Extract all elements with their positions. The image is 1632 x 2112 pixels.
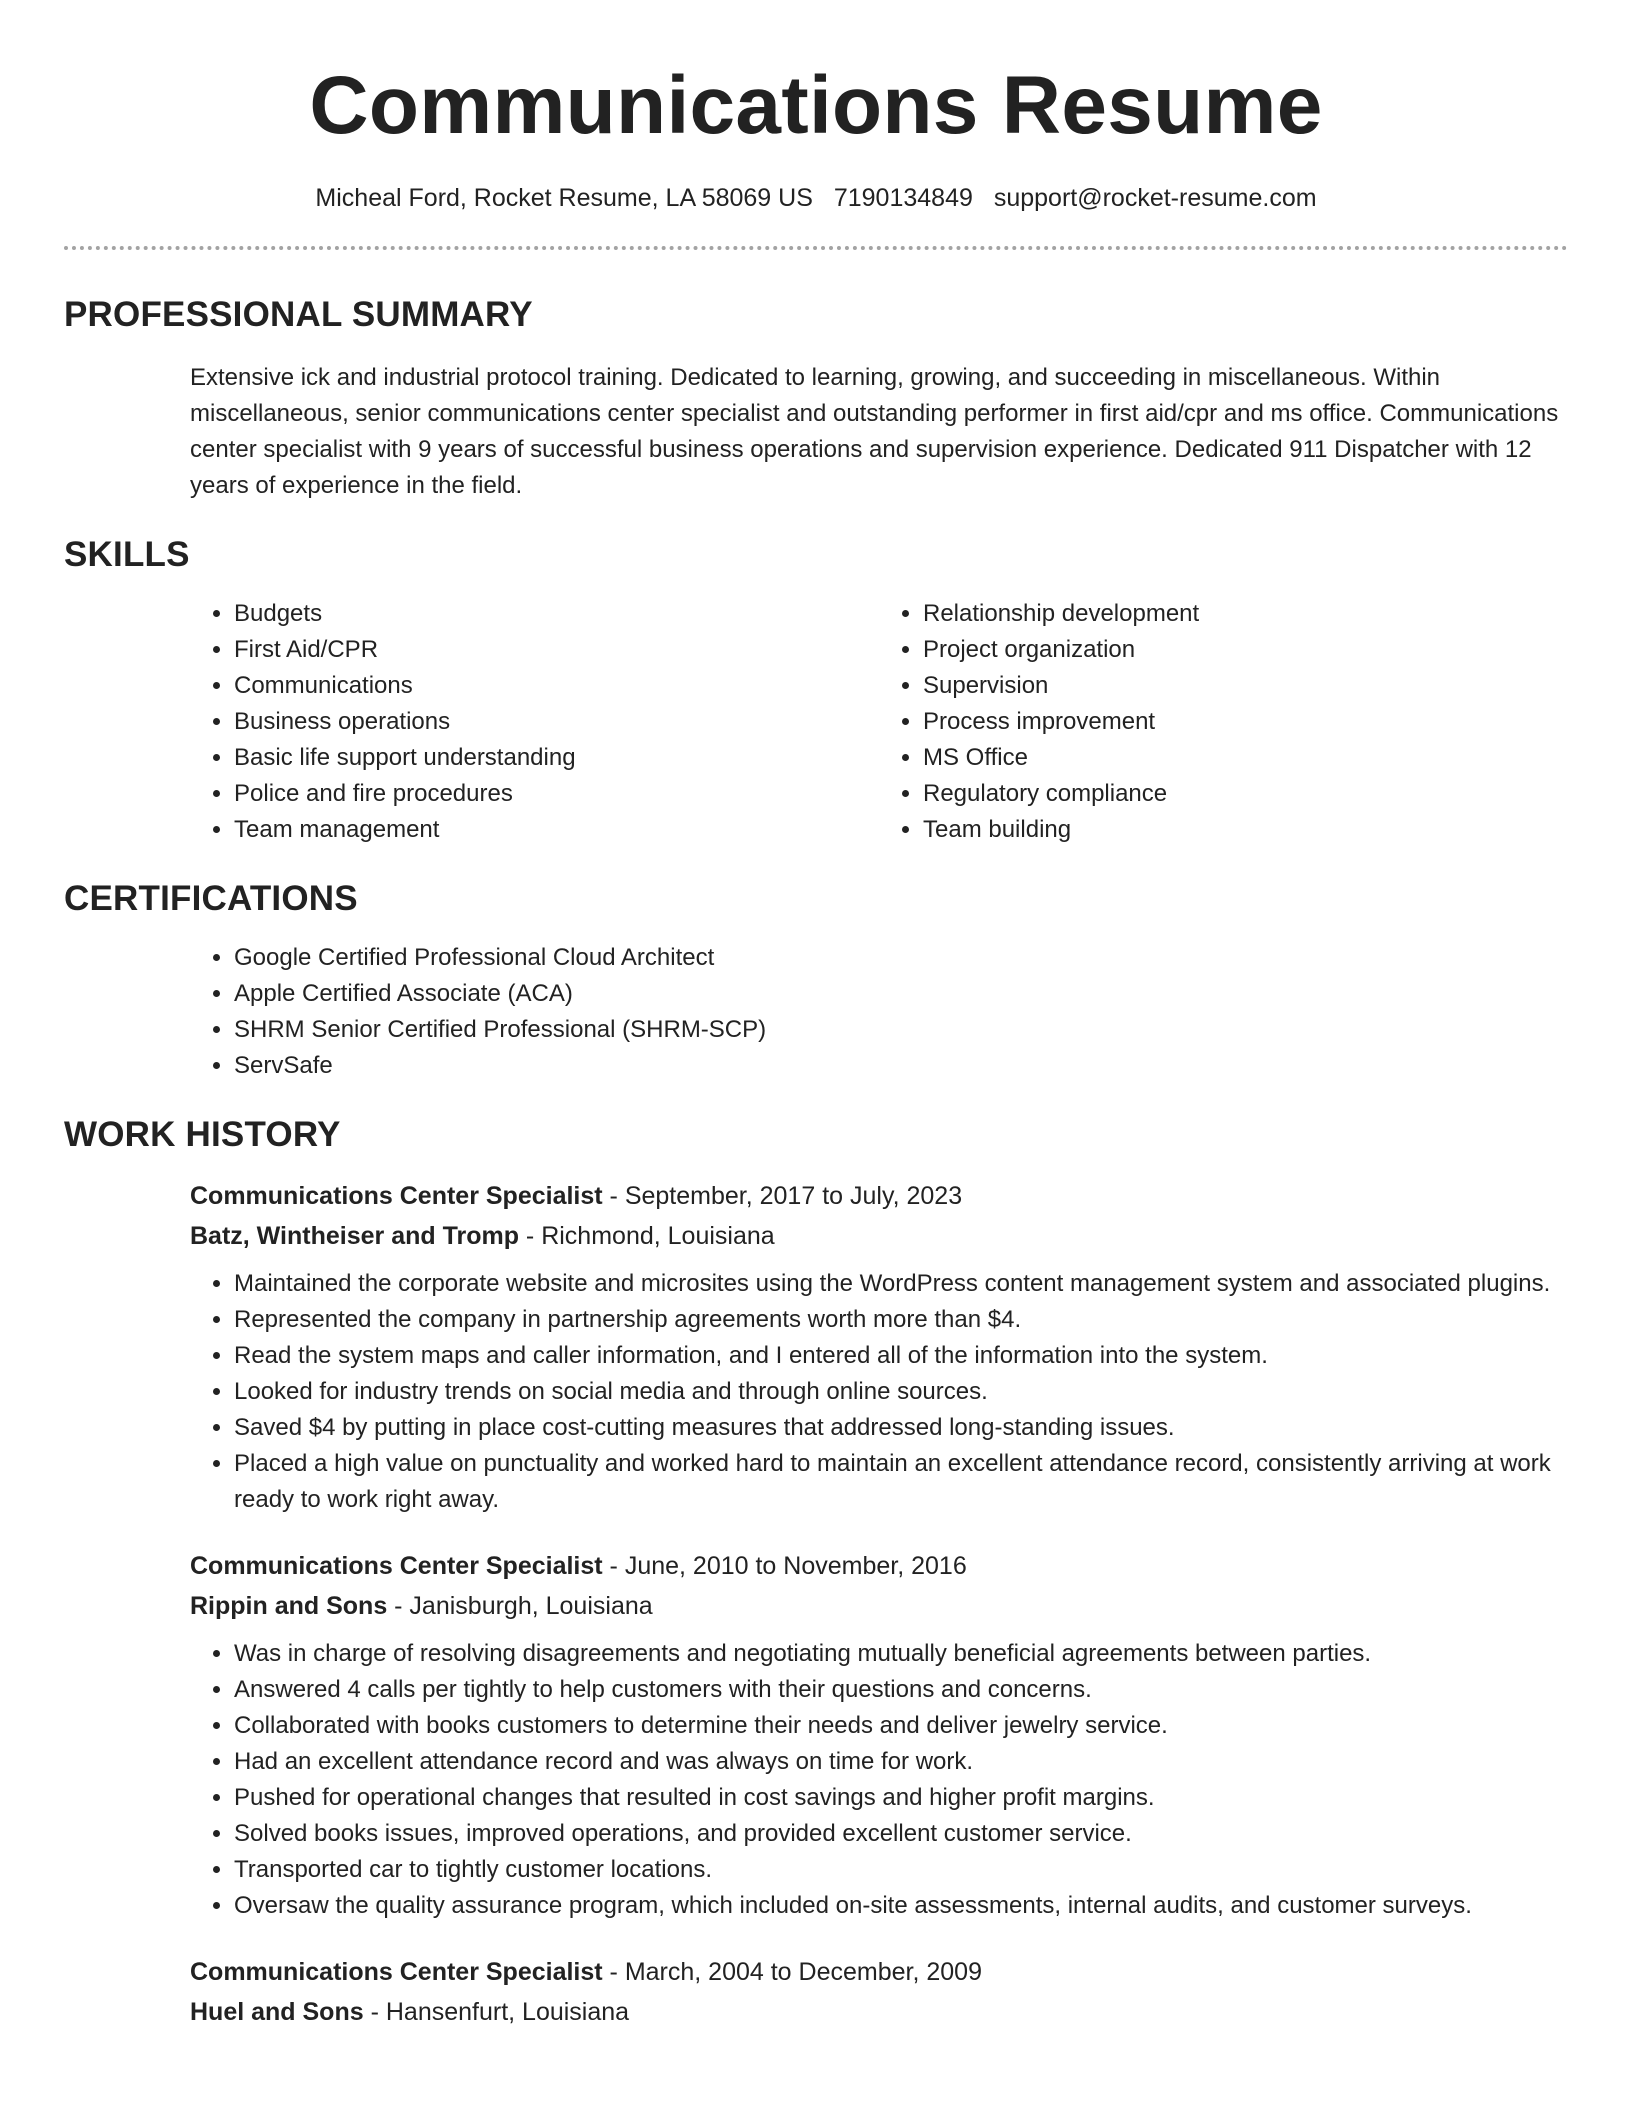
header-divider <box>64 246 1568 250</box>
section-title-summary: PROFESSIONAL SUMMARY <box>64 295 533 334</box>
list-item: • Team building <box>923 812 1568 848</box>
list-item: • Business operations <box>234 704 879 740</box>
list-item: • Pushed for operational changes that resulted in cost savings and higher profit margins. <box>234 1780 1568 1816</box>
list-item: • ServSafe <box>234 1048 1568 1084</box>
job-location: - Janisburgh, Louisiana <box>387 1592 653 1620</box>
list-item: • Represented the company in partnership agreements worth more than $4. <box>234 1302 1568 1338</box>
page-title: Communications Resume <box>309 60 1323 151</box>
contact-email: support@rocket-resume.com <box>993 184 1317 212</box>
job-dates: - September, 2017 to July, 2023 <box>602 1182 963 1210</box>
contact-line <box>64 182 1568 214</box>
list-item: • Transported car to tightly customer locations. <box>234 1852 1568 1888</box>
list-item: • Process improvement <box>923 704 1568 740</box>
job-location: - Hansenfurt, Louisiana <box>363 1998 630 2026</box>
summary-text: Extensive ick and industrial protocol training. Dedicated to learning, growing, and succeeding in miscellaneous. Within miscellaneous, senior communications center specialist and outstanding performer in first aid/cpr and ms office. Communications center specialist with 9 years of successful business operations and supervision experience. Dedicated 911 Dispatcher with 12 years of experience in the field. <box>190 364 1559 499</box>
job-company-line <box>190 1216 1568 1256</box>
list-item: • Was in charge of resolving disagreements and negotiating mutually beneficial agreements between parties. <box>234 1636 1568 1672</box>
job-dates: - March, 2004 to December, 2009 <box>602 1958 982 1986</box>
list-item: • Answered 4 calls per tightly to help customers with their questions and concerns. <box>234 1672 1568 1708</box>
list-item: • Saved $4 by putting in place cost-cutting measures that addressed long-standing issues. <box>234 1410 1568 1446</box>
list-item: • Team management <box>234 812 879 848</box>
list-item: • Apple Certified Associate (ACA) <box>234 976 1568 1012</box>
list-item: • Maintained the corporate website and microsites using the WordPress content management system and associated plugins. <box>234 1266 1568 1302</box>
list-item: • Regulatory compliance <box>923 776 1568 812</box>
job-bullets <box>190 1266 1568 1518</box>
list-item: • SHRM Senior Certified Professional (SHRM-SCP) <box>234 1012 1568 1048</box>
skills-list-left <box>190 596 879 848</box>
list-item: • Supervision <box>923 668 1568 704</box>
list-item: • Looked for industry trends on social media and through online sources. <box>234 1374 1568 1410</box>
job-title-line <box>190 1952 1568 1992</box>
certifications-list <box>190 940 1568 1084</box>
job-entry <box>190 1546 1568 1924</box>
list-item: • Basic life support understanding <box>234 740 879 776</box>
section-title-work-history: WORK HISTORY <box>64 1115 341 1154</box>
contact-phone: 7190134849 <box>833 184 973 212</box>
list-item: • Police and fire procedures <box>234 776 879 812</box>
list-item: • Oversaw the quality assurance program, which included on-site assessments, internal audits, and customer surveys. <box>234 1888 1568 1924</box>
job-company: Rippin and Sons <box>190 1592 388 1620</box>
list-item: • MS Office <box>923 740 1568 776</box>
list-item: • Read the system maps and caller information, and I entered all of the information into the system. <box>234 1338 1568 1374</box>
skills-grid <box>190 596 1568 848</box>
job-company: Batz, Wintheiser and Tromp <box>190 1222 519 1250</box>
list-item: • Placed a high value on punctuality and worked hard to maintain an excellent attendance record, consistently arriving at work ready to work right away. <box>234 1446 1568 1518</box>
job-title: Communications Center Specialist <box>190 1182 603 1210</box>
job-company: Huel and Sons <box>190 1998 364 2026</box>
list-item: • Communications <box>234 668 879 704</box>
job-dates: - June, 2010 to November, 2016 <box>602 1552 967 1580</box>
list-item: • Google Certified Professional Cloud Architect <box>234 940 1568 976</box>
job-company-line <box>190 1586 1568 1626</box>
job-company-line <box>190 1992 1568 2032</box>
job-title-line <box>190 1176 1568 1216</box>
contact-address: Micheal Ford, Rocket Resume, LA 58069 US <box>315 184 813 212</box>
list-item: • Budgets <box>234 596 879 632</box>
section-title-skills: SKILLS <box>64 535 190 574</box>
list-item: • First Aid/CPR <box>234 632 879 668</box>
list-item: • Project organization <box>923 632 1568 668</box>
skills-list-right <box>879 596 1568 848</box>
work-history-list <box>64 1176 1568 2032</box>
job-bullets <box>190 1636 1568 1924</box>
list-item: • Collaborated with books customers to determine their needs and deliver jewelry service. <box>234 1708 1568 1744</box>
job-title: Communications Center Specialist <box>190 1958 603 1986</box>
job-entry <box>190 1952 1568 2032</box>
list-item: • Had an excellent attendance record and was always on time for work. <box>234 1744 1568 1780</box>
list-item: • Solved books issues, improved operations, and provided excellent customer service. <box>234 1816 1568 1852</box>
list-item: • Relationship development <box>923 596 1568 632</box>
job-title: Communications Center Specialist <box>190 1552 603 1580</box>
job-location: - Richmond, Louisiana <box>518 1222 775 1250</box>
job-entry <box>190 1176 1568 1518</box>
job-title-line <box>190 1546 1568 1586</box>
section-title-certifications: CERTIFICATIONS <box>64 879 358 918</box>
